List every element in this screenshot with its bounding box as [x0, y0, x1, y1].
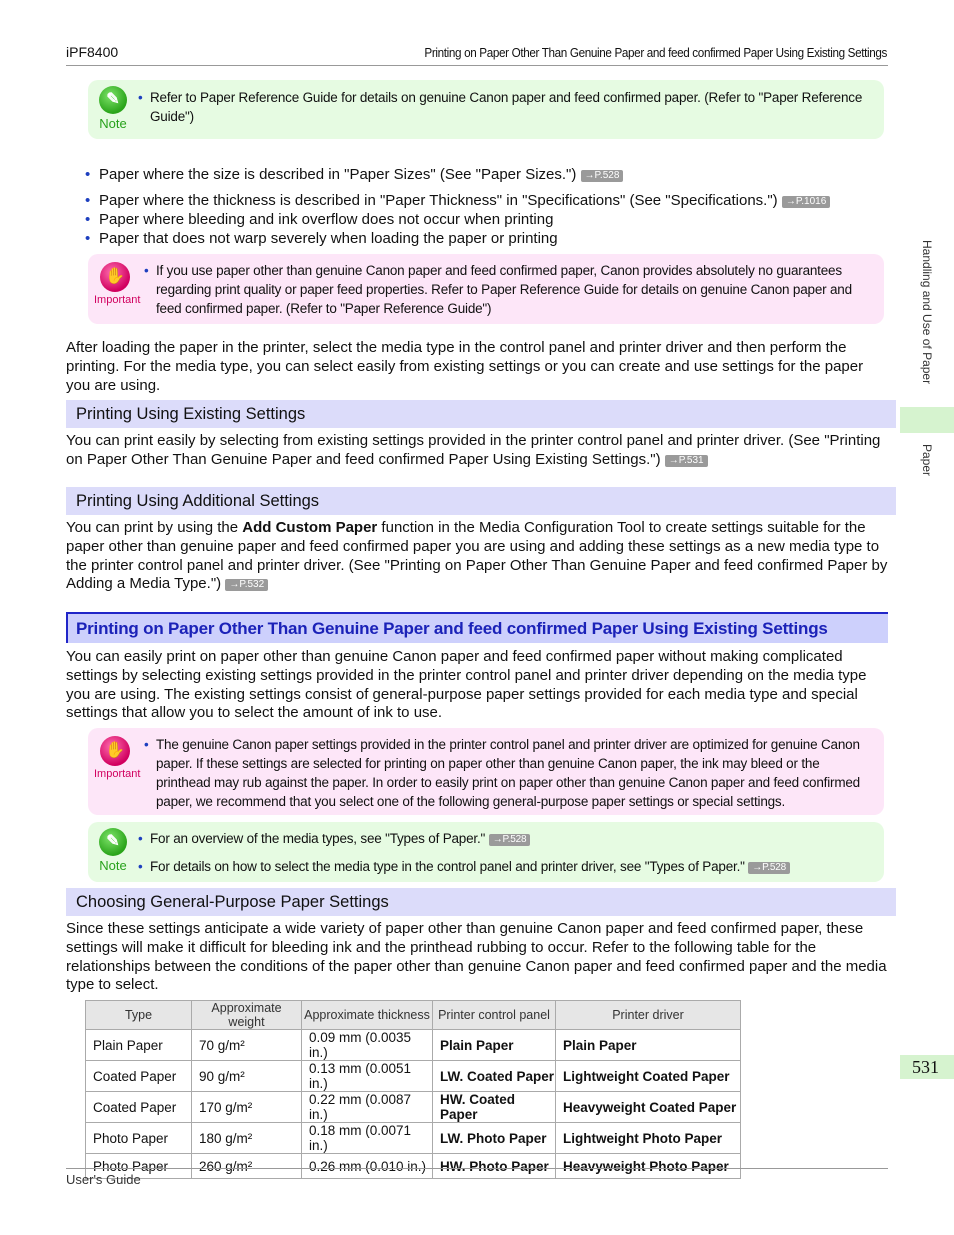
list-item-text: Paper where the thickness is described in "Paper Thickness" in "Specifications" (See "Specifications.")	[99, 192, 778, 209]
table-cell: Heavyweight Photo Paper	[556, 1154, 741, 1179]
column-header: Printer driver	[556, 1001, 741, 1030]
hand-stop-icon: ✋	[100, 262, 130, 292]
note-icon	[96, 828, 130, 873]
list-item	[85, 165, 623, 184]
paragraph-text: function in the Media Configuration Tool to create settings suitable for the paper other than genuine paper and feed confirmed paper you are using and adding these settings as a new media type to the printer control panel and printer driver. (See "Printing on Paper Other Than Genuine Paper and feed confirmed Paper by Adding a Media Type.")	[66, 519, 888, 593]
side-tab-chapter[interactable]: Handling and Use of Paper	[920, 240, 934, 385]
table-row	[86, 1030, 741, 1061]
important-icon	[94, 736, 141, 780]
bullet: •	[144, 737, 149, 752]
note-box-2	[88, 822, 884, 882]
page-ref-link[interactable]: →P.528	[748, 862, 790, 874]
bullet: •	[85, 166, 91, 183]
bold-function-name: Add Custom Paper	[242, 519, 378, 536]
table-cell: LW. Coated Paper	[433, 1061, 556, 1092]
bullet: •	[85, 211, 91, 228]
table-header-row	[86, 1001, 741, 1030]
table-cell: 0.09 mm (0.0035 in.)	[302, 1030, 433, 1061]
note-item	[138, 88, 870, 126]
table-cell: Plain Paper	[86, 1030, 192, 1061]
important-label: Important	[94, 768, 141, 780]
important-text: The genuine Canon paper settings provided in the printer control panel and printer driver are optimized for genuine Canon paper. If these settings are selected for printing on paper other than genuine Canon paper, the ink may bleed or the printhead may rub against the paper. In order to easily print on paper other than genuine Canon paper and feed confirmed paper, we recommend that you select one of the following general-purpose paper settings or special settings.	[156, 737, 860, 809]
column-header: Approximate weight	[192, 1001, 302, 1030]
note-text: For details on how to select the media type in the control panel and printer driver, see "Types of Paper."	[150, 859, 745, 874]
table-cell: Lightweight Coated Paper	[556, 1061, 741, 1092]
column-header: Type	[86, 1001, 192, 1030]
table-cell: Coated Paper	[86, 1061, 192, 1092]
note-item	[138, 857, 870, 876]
main-heading: Printing on Paper Other Than Genuine Paper and feed confirmed Paper Using Existing Settings	[66, 612, 888, 643]
table-row	[86, 1154, 741, 1179]
header-rule	[66, 65, 888, 66]
paragraph-after-loading: After loading the paper in the printer, select the media type in the control panel and printer driver and then perform the printing. For the media type, you can select easily from existing settings or you can create and use settings for the paper you are using.	[66, 339, 864, 394]
table-cell: 170 g/m²	[192, 1092, 302, 1123]
table-cell: 180 g/m²	[192, 1123, 302, 1154]
table-cell: HW. Coated Paper	[433, 1092, 556, 1123]
table-cell: HW. Photo Paper	[433, 1154, 556, 1179]
table-cell: 0.18 mm (0.0071 in.)	[302, 1123, 433, 1154]
table-cell: Photo Paper	[86, 1123, 192, 1154]
important-box-2	[88, 728, 884, 815]
table-row	[86, 1061, 741, 1092]
note-label: Note	[99, 858, 127, 873]
table-row	[86, 1123, 741, 1154]
important-box-1	[88, 254, 884, 324]
subheading-existing-settings: Printing Using Existing Settings	[66, 400, 896, 428]
important-label: Important	[94, 294, 141, 306]
pencil-icon: ✎	[99, 86, 127, 114]
table-cell: Photo Paper	[86, 1154, 192, 1179]
list-item	[85, 210, 554, 229]
column-header: Approximate thickness	[302, 1001, 433, 1030]
important-item	[144, 261, 870, 318]
list-item	[85, 191, 830, 210]
table-cell: 70 g/m²	[192, 1030, 302, 1061]
note-text: Refer to Paper Reference Guide for details on genuine Canon paper and feed confirmed paper. (Refer to "Paper Reference Guide")	[150, 90, 863, 124]
note-item	[138, 829, 870, 848]
list-item-text: Paper that does not warp severely when loading the paper or printing	[99, 230, 558, 247]
side-tab-highlight	[900, 407, 954, 433]
bullet: •	[138, 831, 143, 846]
table-cell: 0.13 mm (0.0051 in.)	[302, 1061, 433, 1092]
paragraph-main: You can easily print on paper other than genuine Canon paper and feed confirmed paper without making complicated settings by selecting existing settings provided in the printer control panel and printer driver depending on the media type you are using. The existing settings consist of general-purpose paper settings provided for each media type and special settings that allow you to select the amount of ink to use.	[66, 648, 867, 722]
table-cell: 260 g/m²	[192, 1154, 302, 1179]
page-ref-link[interactable]: →P.1016	[782, 196, 830, 208]
bullet: •	[144, 263, 149, 278]
paragraph-existing-settings	[66, 432, 890, 470]
bullet: •	[85, 230, 91, 247]
hand-stop-icon: ✋	[100, 736, 130, 766]
table-cell: 0.22 mm (0.0087 in.)	[302, 1092, 433, 1123]
note-label: Note	[99, 116, 127, 131]
paper-settings-table	[85, 1000, 741, 1179]
bullet: •	[138, 859, 143, 874]
important-text: If you use paper other than genuine Canon paper and feed confirmed paper, Canon provides absolutely no guarantees regarding print quality or paper feed properties. Refer to Paper Reference Guide for details on genuine Canon paper and feed confirmed paper. (Refer to "Paper Reference Guide")	[156, 263, 852, 316]
note-text: For an overview of the media types, see "Types of Paper."	[150, 831, 486, 846]
page-number: 531	[900, 1055, 954, 1079]
table-cell: LW. Photo Paper	[433, 1123, 556, 1154]
paragraph-text: You can print easily by selecting from existing settings provided in the printer control panel and printer driver. (See "Printing on Paper Other Than Genuine Paper and feed confirmed Paper Using Existing Settings.")	[66, 432, 881, 468]
pencil-icon: ✎	[99, 828, 127, 856]
page-ref-link[interactable]: →P.532	[225, 579, 268, 591]
footer-text: User's Guide	[66, 1172, 141, 1187]
paragraph-additional-settings	[66, 519, 890, 594]
note-icon	[96, 86, 130, 131]
table-cell: Plain Paper	[433, 1030, 556, 1061]
note-box-1	[88, 80, 884, 139]
list-item-text: Paper where the size is described in "Paper Sizes" (See "Paper Sizes.")	[99, 166, 577, 183]
table-cell: 0.26 mm (0.010 in.)	[302, 1154, 433, 1179]
paragraph-text: You can print by using the	[66, 519, 243, 536]
footer-rule	[66, 1168, 888, 1169]
table-cell: Heavyweight Coated Paper	[556, 1092, 741, 1123]
page-ref-link[interactable]: →P.531	[665, 455, 708, 467]
bullet: •	[85, 192, 91, 209]
page-ref-link[interactable]: →P.528	[489, 834, 531, 846]
subheading-general-purpose: Choosing General-Purpose Paper Settings	[66, 888, 896, 916]
list-item	[85, 229, 558, 248]
side-tab-section[interactable]: Paper	[920, 444, 934, 477]
table-cell: Plain Paper	[556, 1030, 741, 1061]
important-icon	[94, 262, 141, 306]
paragraph-general-purpose: Since these settings anticipate a wide variety of paper other than genuine Canon paper and feed confirmed paper, these settings will make it difficult for bleeding ink and the printhead rubbing to occur. Refer to the following table for the relationships between the conditions of the paper other than genuine Canon paper and feed confirmed paper and the media type to select.	[66, 920, 887, 994]
table-cell: Coated Paper	[86, 1092, 192, 1123]
list-item-text: Paper where bleeding and ink overflow does not occur when printing	[99, 211, 554, 228]
table-cell: Lightweight Photo Paper	[556, 1123, 741, 1154]
page-ref-link[interactable]: →P.528	[581, 170, 624, 182]
subheading-additional-settings: Printing Using Additional Settings	[66, 487, 896, 515]
bullet: •	[138, 90, 143, 105]
column-header: Printer control panel	[433, 1001, 556, 1030]
table-row	[86, 1092, 741, 1123]
table-cell: 90 g/m²	[192, 1061, 302, 1092]
header-model: iPF8400	[66, 44, 119, 60]
header-section-title: Printing on Paper Other Than Genuine Paper and feed confirmed Paper Using Existing Settings	[424, 45, 887, 60]
important-item	[144, 735, 872, 811]
